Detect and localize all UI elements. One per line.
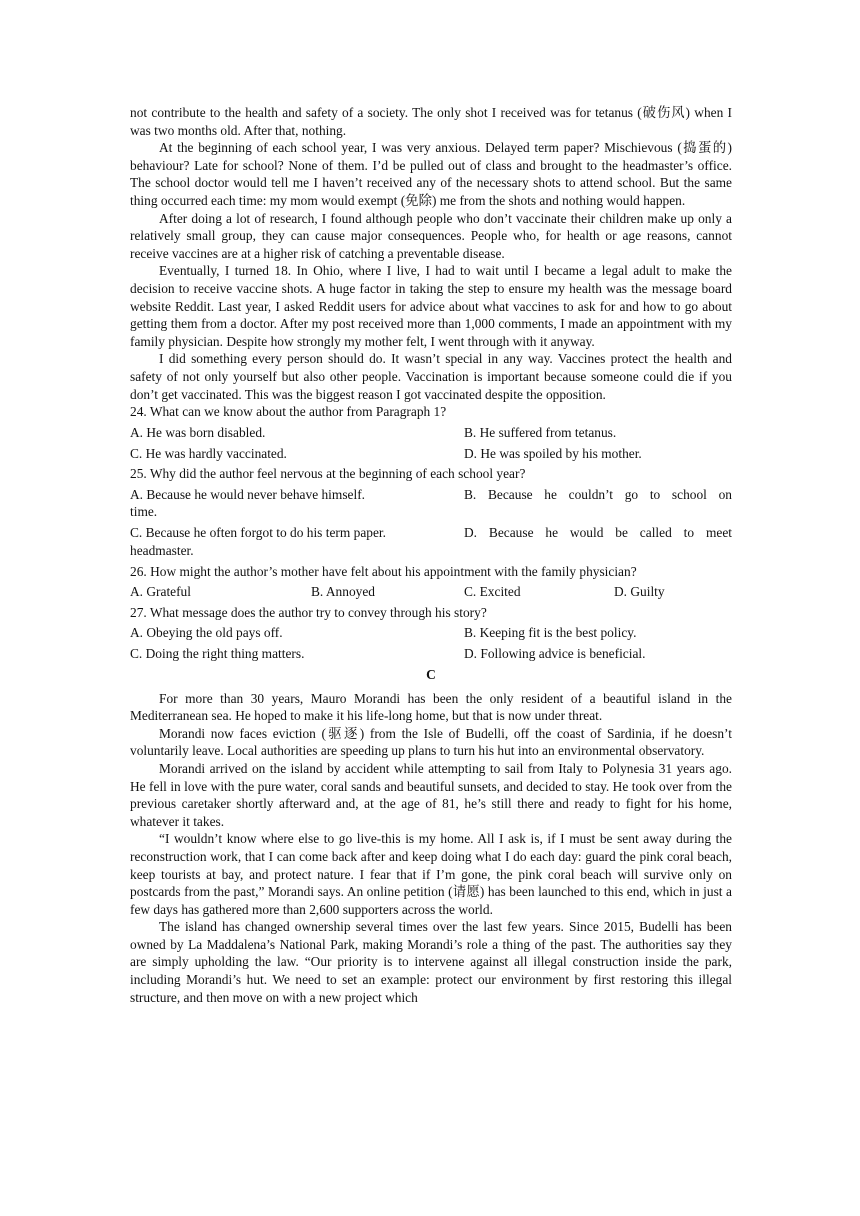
- passage-c-heading: C: [426, 666, 436, 682]
- passage-b-paragraph-4: Eventually, I turned 18. In Ohio, where I live, I had to wait until I became a legal adult to make the decision to receive vaccine shots. A huge factor in taking the step to ensure my health was the message board website Reddit. Last year, I asked Reddit users for advice about what vaccines to ask for and how to go about getting them from a doctor. After my post received more than 1,000 comments, I made an appointment with my family physician. Despite how strongly my mother felt, I went through with it anyway.: [130, 263, 732, 349]
- question-26-option-a: A. Grateful: [130, 584, 191, 600]
- question-24-option-b: B. He suffered from tetanus.: [464, 424, 617, 440]
- passage-b-paragraph-2: At the beginning of each school year, I was very anxious. Delayed term paper? Mischievous (捣蛋的) behaviour? Late for school? None of them. I’d be pulled out of class and brought to the headmaster’s office. The school doctor would tell me I haven’t received any of the necessary shots to attend school. But the same thing occurred each time: my mom would exempt (免除) me from the shots and nothing would happen.: [130, 140, 732, 208]
- question-26-options: [130, 583, 732, 601]
- passage-c-paragraph-4: “I wouldn’t know where else to go live-this is my home. All I ask is, if I must be sent away during the reconstruction work, that I can come back after and keep doing what I do each day: guard the pink coral beach, keep tourists at bay, and protect nature. I fear that if I’m gone, the pink coral beach will survive only on postcards from the past,” Morandi says. An online petition (请愿) has been launched to this end, which in just a few days has gathered more than 2,600 supporters across the world.: [130, 831, 732, 917]
- question-27-stem: 27. What message does the author try to convey through his story?: [130, 604, 487, 620]
- passage-b-paragraph-1: not contribute to the health and safety of a society. The only shot I received was for tetanus (破伤风) when I was two months old. After that, nothing.: [130, 105, 732, 138]
- question-24-option-a: A. He was born disabled.: [130, 424, 266, 440]
- question-26-option-c: C. Excited: [464, 584, 521, 600]
- passage-b-paragraph-3: After doing a lot of research, I found although people who don’t vaccinate their children make up only a relatively small group, they can cause major consequences. People who, for health or age reasons, cannot receive vaccines are at a higher risk of catching a preventable disease.: [130, 210, 732, 261]
- passage-c-paragraph-2: Morandi now faces eviction (驱逐) from the Isle of Budelli, off the coast of Sardinia, if he doesn’t voluntarily leave. Local authorities are speeding up plans to turn his hut into an environmental observatory.: [130, 725, 732, 759]
- question-24-option-d: D. He was spoiled by his mother.: [464, 445, 642, 461]
- question-27-option-c: C. Doing the right thing matters.: [130, 646, 305, 662]
- question-25-option-b-continued: time.: [130, 504, 158, 520]
- question-27-option-a: A. Obeying the old pays off.: [130, 625, 283, 641]
- document-page: [130, 104, 732, 1006]
- question-26-stem: 26. How might the author’s mother have felt about his appointment with the family physician?: [130, 563, 637, 579]
- question-26-option-d: D. Guilty: [614, 584, 665, 600]
- passage-b-paragraph-5: I did something every person should do. It wasn’t special in any way. Vaccines protect the health and safety of not only yourself but also other people. Vaccination is important because someone could die if you don’t get vaccinated. This was the biggest reason I got vaccinated despite the opposition.: [130, 351, 732, 402]
- question-25-option-a: A. Because he would never behave himself.: [130, 486, 365, 502]
- question-25-option-b: B. Because he couldn’t go to school on: [464, 486, 732, 502]
- question-25-stem: 25. Why did the author feel nervous at the beginning of each school year?: [130, 466, 526, 482]
- question-27-option-b: B. Keeping fit is the best policy.: [464, 625, 637, 641]
- question-27-options: [130, 624, 732, 663]
- passage-c-paragraph-1: For more than 30 years, Mauro Morandi has been the only resident of a beautiful island in the Mediterranean sea. He hoped to make it his life-long home, but that is now under threat.: [130, 690, 732, 724]
- question-26-option-b: B. Annoyed: [311, 584, 375, 600]
- question-24-stem: 24. What can we know about the author from Paragraph 1?: [130, 404, 447, 420]
- question-25-option-c: C. Because he often forgot to do his term paper.: [130, 525, 386, 541]
- question-25-option-d: D. Because he would be called to meet: [464, 525, 732, 541]
- passage-c-paragraph-3: Morandi arrived on the island by accident while attempting to sail from Italy to Polynesia 31 years ago. He fell in love with the pure water, coral sands and beautiful sunsets, and decided to stay. He took over from the previous caretaker shortly afterward and, at the age of 81, he’s still there and ready to fight for his home, whatever it takes.: [130, 760, 732, 829]
- question-24-options: [130, 424, 732, 463]
- question-25-option-d-continued: headmaster.: [130, 543, 194, 559]
- question-24-option-c: C. He was hardly vaccinated.: [130, 445, 287, 461]
- question-25-options: [130, 486, 732, 560]
- question-27-option-d: D. Following advice is beneficial.: [464, 646, 646, 662]
- passage-c-paragraph-5: The island has changed ownership several times over the last few years. Since 2015, Budelli has been owned by La Maddalena’s National Park, making Morandi’s role a thing of the past. The authorities say they are simply upholding the law. “Our priority is to intervene against all illegal construction inside the park, including Morandi’s hut. We need to set an example: protect our environment by first restoring this illegal structure, and then move on with a new project which: [130, 919, 732, 1005]
